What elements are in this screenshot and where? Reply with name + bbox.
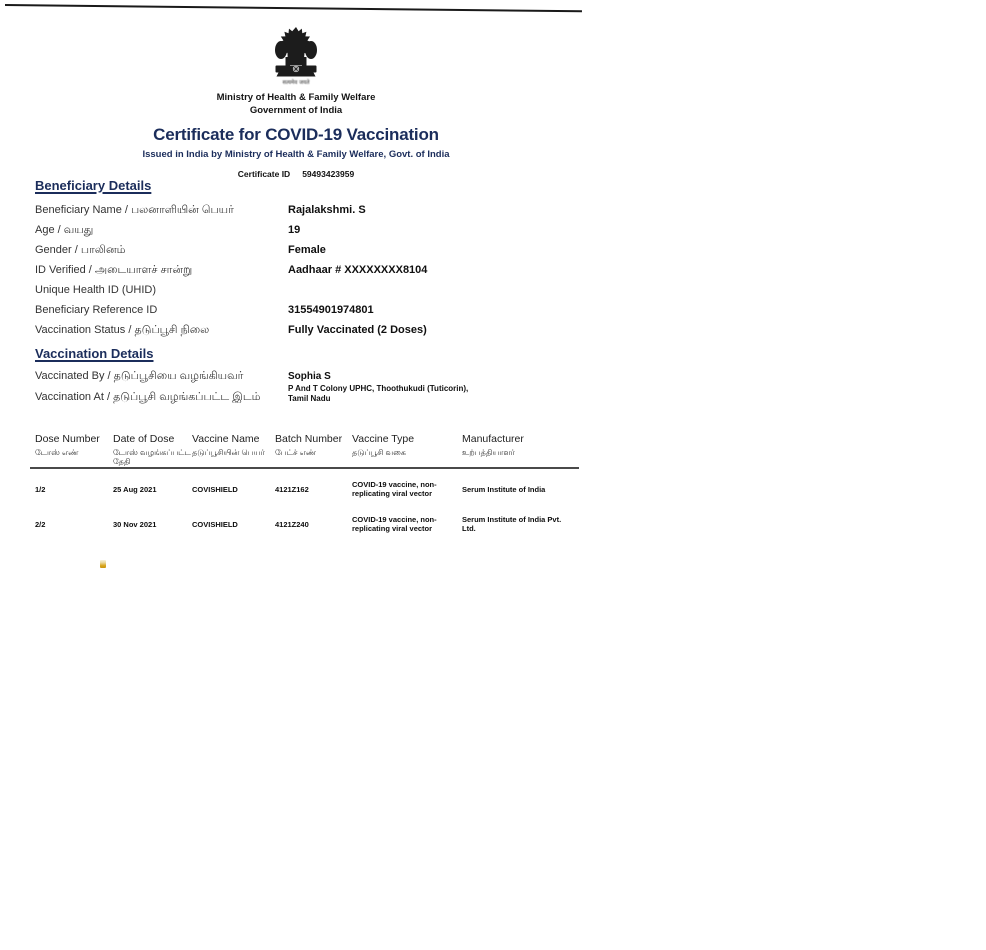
dose-table: [35, 433, 583, 533]
dose1-manufacturer: Serum Institute of India: [462, 484, 546, 494]
vaccination-values: [288, 371, 488, 412]
col-dose-number-ta: டோஸ் எண்: [35, 448, 79, 457]
vaccinated-by-value: Sophia S: [288, 371, 331, 382]
col-manufacturer-en: Manufacturer: [462, 433, 524, 445]
vaccination-status-label: Vaccination Status / தடுப்பூசி நிலை: [35, 324, 210, 336]
dose2-number: 2/2: [35, 519, 46, 529]
dose1-batch: 4121Z162: [275, 484, 309, 494]
vaccination-labels: [35, 371, 288, 412]
col-vaccine-name-ta: தடுப்பூசியின் பெயர்: [192, 448, 265, 457]
col-batch-ta: பேட்ச் எண்: [275, 448, 317, 457]
beneficiary-name-row: [35, 205, 590, 217]
col-date-en: Date of Dose: [113, 433, 175, 445]
dose2-vaccine-name: COVISHIELD: [192, 519, 238, 529]
vaccination-at-value: P And T Colony UPHC, Thoothukudi (Tuticorin), Tamil Nadu: [288, 384, 469, 403]
dose1-number: 1/2: [35, 484, 46, 494]
col-manufacturer-header: [462, 433, 580, 466]
scan-artifact-dot: [100, 560, 106, 568]
dose2-batch: 4121Z240: [275, 519, 309, 529]
certificate-title: Certificate for COVID-19 Vaccination: [153, 125, 439, 144]
dose1-vaccine-type: COVID-19 vaccine, non-replicating viral vector: [352, 480, 437, 498]
age-row: [35, 225, 590, 237]
gender-value: Female: [288, 244, 326, 256]
vaccination-at-label: Vaccination At / தடுப்பூசி வழங்கப்பட்ட இடம்: [35, 390, 261, 403]
age-value: 19: [288, 224, 301, 236]
vaccinated-by-label: Vaccinated By / தடுப்பூசியை வழங்கியவர்: [35, 370, 244, 382]
vaccination-rows: [35, 371, 590, 412]
certificate-id-value: 59493423959: [302, 169, 355, 179]
beneficiary-name-label: Beneficiary Name / பலனாளியின் பெயர்: [35, 204, 234, 216]
id-verified-label: ID Verified / அடையாளச் சான்று: [35, 264, 193, 276]
reference-id-row: [35, 305, 590, 317]
dose2-date: 30 Nov 2021: [113, 519, 157, 529]
id-verified-row: [35, 265, 590, 277]
col-dose-number-en: Dose Number: [35, 433, 100, 445]
certificate-id-label: Certificate ID: [237, 169, 291, 179]
beneficiary-name-value: Rajalakshmi. S: [288, 204, 366, 216]
id-verified-value: Aadhaar # XXXXXXXX8104: [288, 264, 428, 276]
emblem-motto: सत्यमेव जयते: [282, 80, 310, 86]
vaccination-status-value: Fully Vaccinated (2 Doses): [288, 324, 427, 336]
col-dose-number-header: [35, 433, 113, 466]
gender-row: [35, 245, 590, 257]
dose-row-2: [35, 498, 583, 533]
vaccination-details-heading: Vaccination Details: [35, 346, 154, 361]
col-vaccine-type-en: Vaccine Type: [352, 433, 415, 445]
col-manufacturer-ta: உற்பத்தியாளர்: [462, 448, 515, 457]
gender-label: Gender / பாலினம்: [35, 244, 126, 256]
certificate-header: [0, 26, 592, 179]
col-batch-header: [275, 433, 352, 466]
col-vaccine-name-header: [192, 433, 275, 466]
reference-id-label: Beneficiary Reference ID: [35, 304, 158, 316]
dose-row-1: [35, 466, 583, 498]
dose2-manufacturer: Serum Institute of India Pvt. Ltd.: [462, 515, 562, 533]
reference-id-value: 31554901974801: [288, 304, 374, 316]
certificate-subtitle: Issued in India by Ministry of Health & Family Welfare, Govt. of India: [142, 149, 450, 160]
col-vaccine-type-header: [352, 433, 462, 466]
uhid-label: Unique Health ID (UHID): [35, 284, 157, 296]
beneficiary-details-heading: Beneficiary Details: [35, 178, 152, 193]
scan-edge-line: [5, 4, 582, 12]
government-name: Government of India: [249, 104, 343, 116]
dose2-vaccine-type: COVID-19 vaccine, non-replicating viral vector: [352, 515, 437, 533]
dose1-vaccine-name: COVISHIELD: [192, 484, 238, 494]
dose1-date: 25 Aug 2021: [113, 484, 157, 494]
uhid-row: [35, 285, 590, 297]
ministry-name: Ministry of Health & Family Welfare: [216, 92, 376, 103]
emblem-of-india-icon: [272, 26, 320, 86]
dose-table-header: [35, 433, 583, 466]
col-vaccine-type-ta: தடுப்பூசி வகை: [352, 448, 406, 457]
age-label: Age / வயது: [35, 224, 94, 236]
vaccination-status-row: [35, 325, 590, 337]
beneficiary-rows: [35, 205, 590, 337]
col-batch-en: Batch Number: [275, 433, 343, 445]
col-date-ta: டோஸ் வழங்கப்பட்ட தேதி: [113, 448, 191, 466]
table-header-rule: [30, 467, 579, 469]
vaccination-details-section: [35, 346, 590, 412]
beneficiary-details-section: [35, 178, 590, 345]
col-date-header: [113, 433, 192, 466]
col-vaccine-name-en: Vaccine Name: [192, 433, 260, 445]
